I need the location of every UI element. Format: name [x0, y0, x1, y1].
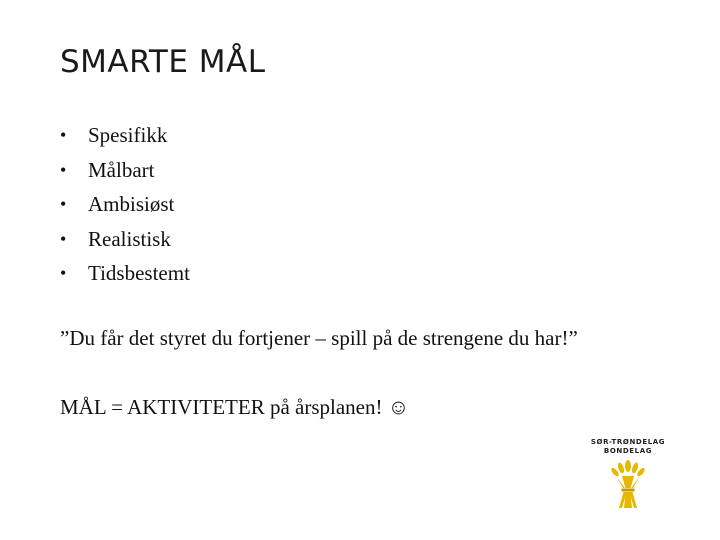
bullet-marker: • [60, 159, 67, 180]
bullet-text: Realistisk [88, 226, 171, 251]
wheat-sheaf-icon [609, 460, 647, 510]
bullet-text: Tidsbestemt [88, 261, 190, 285]
bullet-marker: • [60, 125, 67, 145]
bullet-marker: • [60, 194, 67, 214]
bullet-text: Spesifikk [88, 123, 168, 147]
bullet-list [60, 118, 190, 291]
organization-logo [580, 438, 676, 518]
slide-title: SMARTE MÅL [60, 44, 266, 80]
bullet-marker: • [60, 263, 67, 283]
list-item [60, 187, 190, 222]
bullet-text: Målbart [88, 157, 155, 182]
list-item [60, 222, 190, 257]
logo-line-1: SØR-TRØNDELAG [590, 438, 666, 446]
goals-text: MÅL = AKTIVITETER på årsplanen! ☺ [60, 395, 410, 419]
quote-text: ”Du får det styret du fortjener – spill på de strengene du har!” [60, 326, 578, 350]
bullet-text: Ambisiøst [88, 192, 175, 216]
logo-line-2: BONDELAG [603, 447, 653, 455]
list-item [60, 153, 190, 188]
list-item [60, 118, 190, 153]
list-item [60, 256, 190, 291]
bullet-marker: • [60, 228, 67, 249]
